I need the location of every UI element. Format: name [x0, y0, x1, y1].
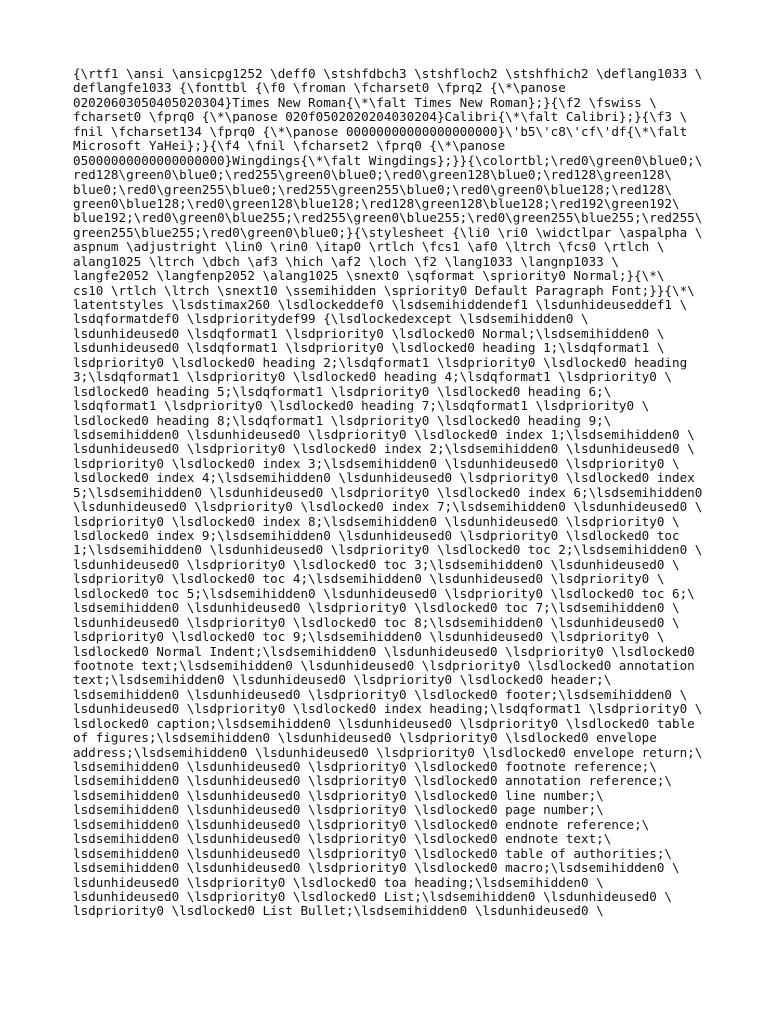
text-line: lsdlocked0 toc 5;\lsdsemihidden0 \lsdunhideused0 \lsdpriority0 \lsdlocked0 toc 6;\: [73, 585, 695, 601]
text-line: lsdsemihidden0 \lsdunhideused0 \lsdpriority0 \lsdlocked0 footer;\lsdsemihidden0 \: [73, 686, 688, 702]
text-line: alang1025 \ltrch \dbch \af3 \hich \af2 \loch \f2 \lang1033 \langnp1033 \: [73, 253, 619, 269]
text-line: Microsoft YaHei};}{\f4 \fnil \fcharset2 \fprq0 {\*\panose: [73, 138, 506, 154]
text-line: lsdqformat1 \lsdpriority0 \lsdlocked0 heading 7;\lsdqformat1 \lsdpriority0 \: [73, 398, 650, 414]
rtf-source-text: [73, 67, 713, 919]
text-line: lsdsemihidden0 \lsdunhideused0 \lsdpriority0 \lsdlocked0 endnote reference;\: [73, 816, 650, 832]
text-line: red128\green0\blue0;\red255\green0\blue0;\red0\green128\blue0;\red128\green128\: [73, 167, 672, 183]
text-line: lsdunhideused0 \lsdpriority0 \lsdlocked0 toc 3;\lsdsemihidden0 \lsdunhideused0 \: [73, 556, 680, 572]
text-line: green255\blue255;\red0\green0\blue0;}{\stylesheet {\li0 \ri0 \widctlpar \aspalpha \: [73, 224, 703, 240]
text-line: 5;\lsdsemihidden0 \lsdunhideused0 \lsdpriority0 \lsdlocked0 index 6;\lsdsemihidden0: [73, 484, 703, 500]
text-line: lsdsemihidden0 \lsdunhideused0 \lsdpriority0 \lsdlocked0 endnote text;\: [73, 831, 612, 847]
text-line: lsdlocked0 index 9;\lsdsemihidden0 \lsdunhideused0 \lsdpriority0 \lsdlocked0 toc: [73, 528, 680, 543]
text-line: lsdlocked0 caption;\lsdsemihidden0 \lsdunhideused0 \lsdpriority0 \lsdlocked0 table: [73, 715, 695, 731]
text-line: lsdlocked0 Normal Indent;\lsdsemihidden0 \lsdunhideused0 \lsdpriority0 \lsdlocked0: [73, 643, 695, 659]
text-line: footnote text;\lsdsemihidden0 \lsdunhideused0 \lsdpriority0 \lsdlocked0 annotation: [73, 657, 695, 673]
text-line: text;\lsdsemihidden0 \lsdunhideused0 \lsdpriority0 \lsdlocked0 header;\: [73, 672, 612, 688]
text-line: langfe2052 \langfenp2052 \alang1025 \snext0 \sqformat \spriority0 Normal;}{\*\: [73, 268, 665, 284]
text-line: 05000000000000000000}Wingdings{\*\falt Wingdings};}}{\colortbl;\red0\green0\blue0;\: [73, 152, 703, 168]
text-line: lsdunhideused0 \lsdpriority0 \lsdlocked0 index 2;\lsdsemihidden0 \lsdunhideused0 \: [73, 441, 695, 457]
text-line: lsdlocked0 heading 5;\lsdqformat1 \lsdpriority0 \lsdlocked0 heading 6;\: [73, 383, 612, 399]
text-line: latentstyles \lsdstimax260 \lsdlockeddef0 \lsdsemihiddendef1 \lsdunhideuseddef1 \: [73, 297, 688, 312]
text-line: lsdunhideused0 \lsdqformat1 \lsdpriority0 \lsdlocked0 heading 1;\lsdqformat1 \: [73, 340, 665, 356]
text-line: lsdunhideused0 \lsdpriority0 \lsdlocked0 index heading;\lsdqformat1 \lsdpriority0 \: [73, 701, 703, 717]
text-line: lsdlocked0 index 4;\lsdsemihidden0 \lsdunhideused0 \lsdpriority0 \lsdlocked0 index: [73, 470, 695, 486]
text-line: lsdsemihidden0 \lsdunhideused0 \lsdpriority0 \lsdlocked0 table of authorities;\: [73, 845, 672, 861]
text-line: 3;\lsdqformat1 \lsdpriority0 \lsdlocked0 heading 4;\lsdqformat1 \lsdpriority0 \: [73, 369, 672, 385]
text-line: lsdpriority0 \lsdlocked0 index 3;\lsdsemihidden0 \lsdunhideused0 \lsdpriority0 \: [73, 455, 680, 471]
text-line: fcharset0 \fprq0 {\*\panose 020f0502020204030204}Calibri{\*\falt Calibri};}{\f3 \: [73, 109, 688, 125]
text-line: lsdpriority0 \lsdlocked0 toc 9;\lsdsemihidden0 \lsdunhideused0 \lsdpriority0 \: [73, 629, 665, 645]
text-line: {\rtf1 \ansi \ansicpg1252 \deff0 \stshfdbch3 \stshfloch2 \stshfhich2 \deflang1033 \: [73, 66, 703, 81]
text-line: lsdunhideused0 \lsdqformat1 \lsdpriority0 \lsdlocked0 Normal;\lsdsemihidden0 \: [73, 325, 665, 341]
text-line: lsdpriority0 \lsdlocked0 List Bullet;\lsdsemihidden0 \lsdunhideused0 \: [73, 903, 604, 919]
text-line: blue192;\red0\green0\blue255;\red255\green0\blue255;\red0\green255\blue255;\red255\: [73, 210, 703, 226]
text-line: blue0;\red0\green255\blue0;\red255\green255\blue0;\red0\green0\blue128;\red128\: [73, 181, 672, 197]
text-line: green0\blue128;\red0\green128\blue128;\red128\green128\blue128;\red192\green192\: [73, 195, 680, 211]
text-line: of figures;\lsdsemihidden0 \lsdunhideused0 \lsdpriority0 \lsdlocked0 envelope: [73, 730, 657, 746]
text-line: address;\lsdsemihidden0 \lsdunhideused0 \lsdpriority0 \lsdlocked0 envelope return;\: [73, 744, 703, 760]
text-line: lsdsemihidden0 \lsdunhideused0 \lsdpriority0 \lsdlocked0 line number;\: [73, 787, 604, 803]
text-line: lsdsemihidden0 \lsdunhideused0 \lsdpriority0 \lsdlocked0 page number;\: [73, 802, 604, 818]
text-line: lsdpriority0 \lsdlocked0 toc 4;\lsdsemihidden0 \lsdunhideused0 \lsdpriority0 \: [73, 571, 665, 587]
text-line: lsdunhideused0 \lsdpriority0 \lsdlocked0 toa heading;\lsdsemihidden0 \: [73, 874, 604, 890]
text-line: lsdsemihidden0 \lsdunhideused0 \lsdpriority0 \lsdlocked0 annotation reference;\: [73, 773, 672, 789]
text-line: 02020603050405020304}Times New Roman{\*\falt Times New Roman};}{\f2 \fswiss \: [73, 94, 657, 110]
text-line: aspnum \adjustright \lin0 \rin0 \itap0 \rtlch \fcs1 \af0 \ltrch \fcs0 \rtlch \: [73, 239, 665, 255]
text-line: 1;\lsdsemihidden0 \lsdunhideused0 \lsdpriority0 \lsdlocked0 toc 2;\lsdsemihidden0 \: [73, 542, 703, 558]
text-line: lsdsemihidden0 \lsdunhideused0 \lsdpriority0 \lsdlocked0 index 1;\lsdsemihidden0 \: [73, 426, 695, 442]
text-line: \lsdunhideused0 \lsdpriority0 \lsdlocked0 index 7;\lsdsemihidden0 \lsdunhideused0 \: [73, 499, 703, 515]
text-line: lsdunhideused0 \lsdpriority0 \lsdlocked0 List;\lsdsemihidden0 \lsdunhideused0 \: [73, 888, 672, 904]
text-line: lsdsemihidden0 \lsdunhideused0 \lsdpriority0 \lsdlocked0 footnote reference;\: [73, 759, 657, 774]
text-line: lsdsemihidden0 \lsdunhideused0 \lsdpriority0 \lsdlocked0 toc 7;\lsdsemihidden0 \: [73, 600, 680, 616]
text-line: deflangfe1033 {\fonttbl {\f0 \froman \fcharset0 \fprq2 {\*\panose: [73, 80, 566, 96]
text-line: lsdqformatdef0 \lsdprioritydef99 {\lsdlockedexcept \lsdsemihidden0 \: [73, 311, 589, 327]
text-line: lsdsemihidden0 \lsdunhideused0 \lsdpriority0 \lsdlocked0 macro;\lsdsemihidden0 \: [73, 860, 680, 876]
text-line: lsdunhideused0 \lsdpriority0 \lsdlocked0 toc 8;\lsdsemihidden0 \lsdunhideused0 \: [73, 614, 680, 630]
text-line: lsdpriority0 \lsdlocked0 index 8;\lsdsemihidden0 \lsdunhideused0 \lsdpriority0 \: [73, 513, 680, 529]
text-line: lsdlocked0 heading 8;\lsdqformat1 \lsdpriority0 \lsdlocked0 heading 9;\: [73, 412, 612, 428]
text-line: fnil \fcharset134 \fprq0 {\*\panose 00000000000000000000}\'b5\'c8\'cf\'df{\*\falt: [73, 123, 688, 139]
text-line: lsdpriority0 \lsdlocked0 heading 2;\lsdqformat1 \lsdpriority0 \lsdlocked0 heading: [73, 354, 688, 370]
text-line: cs10 \rtlch \ltrch \snext10 \ssemihidden \spriority0 Default Paragraph Font;}}{\*\: [73, 282, 695, 298]
